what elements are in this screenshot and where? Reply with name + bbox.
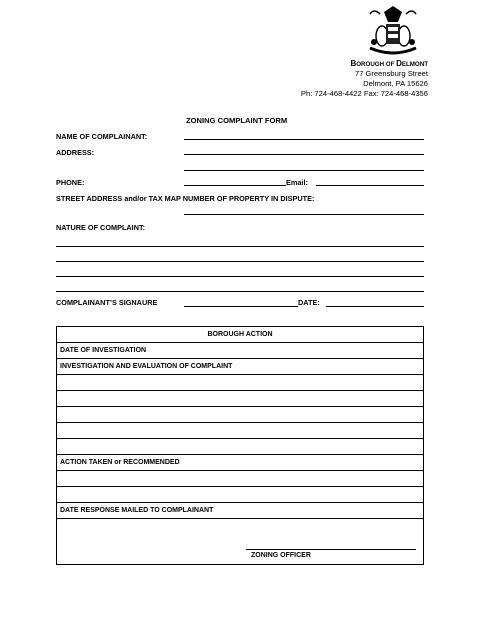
zoning-officer-cell: [57, 519, 424, 565]
org-name: [350, 59, 428, 68]
zoning-officer-label: ZONING OFFICER: [251, 552, 311, 559]
investigation-line-3[interactable]: [57, 407, 424, 423]
form-title: ZONING COMPLAINT FORM: [186, 116, 288, 125]
signature-label: COMPLAINANT’S SIGNAURE: [56, 298, 158, 307]
borough-seal-logo: [360, 4, 426, 58]
zoning-officer-signature-line[interactable]: [246, 549, 416, 550]
address-field-line-2[interactable]: [184, 170, 424, 171]
nature-label: NATURE OF COMPLAINT:: [56, 223, 146, 232]
name-field[interactable]: [184, 139, 424, 140]
property-field[interactable]: [184, 214, 424, 215]
org-city: Delmont, PA 15626: [363, 79, 428, 88]
date-field[interactable]: [326, 306, 424, 307]
nature-field-line-1[interactable]: [56, 246, 424, 247]
org-initial-b: B: [350, 59, 357, 68]
phone-label: PHONE:: [56, 178, 85, 187]
name-label: NAME OF COMPLAINANT:: [56, 132, 148, 141]
date-label: DATE:: [298, 298, 320, 307]
investigation-line-1[interactable]: [57, 375, 424, 391]
date-of-investigation-row[interactable]: DATE OF INVESTIGATION: [57, 343, 424, 359]
signature-field[interactable]: [184, 306, 298, 307]
investigation-line-2[interactable]: [57, 391, 424, 407]
nature-field-line-2[interactable]: [56, 261, 424, 262]
email-field[interactable]: [316, 185, 424, 186]
nature-field-line-3[interactable]: [56, 276, 424, 277]
org-initial-d: D: [396, 59, 402, 68]
org-rest-1: OROUGH OF: [356, 61, 397, 68]
date-response-row[interactable]: DATE RESPONSE MAILED TO COMPLAINANT: [57, 503, 424, 519]
investigation-line-4[interactable]: [57, 423, 424, 439]
org-street: 77 Greensburg Street: [354, 69, 428, 78]
org-phone-fax: Ph: 724-468-4422 Fax: 724-468-4356: [300, 89, 428, 98]
address-label: ADDRESS:: [56, 148, 95, 157]
email-label: Email:: [286, 178, 308, 187]
investigation-evaluation-row[interactable]: INVESTIGATION AND EVALUATION OF COMPLAINT: [57, 359, 424, 375]
org-rest-2: ELMONT: [401, 61, 428, 68]
phone-field[interactable]: [184, 185, 286, 186]
nature-field-line-4[interactable]: [56, 291, 424, 292]
property-label: STREET ADDRESS and/or TAX MAP NUMBER OF PROPERTY IN DISPUTE:: [56, 194, 315, 203]
action-taken-line-1[interactable]: [57, 471, 424, 487]
investigation-line-5[interactable]: [57, 439, 424, 455]
action-taken-line-2[interactable]: [57, 487, 424, 503]
action-taken-row[interactable]: ACTION TAKEN or RECOMMENDED: [57, 455, 424, 471]
borough-action-heading: BOROUGH ACTION: [57, 327, 424, 343]
address-field-line-1[interactable]: [184, 154, 424, 155]
borough-action-table: [56, 326, 424, 565]
